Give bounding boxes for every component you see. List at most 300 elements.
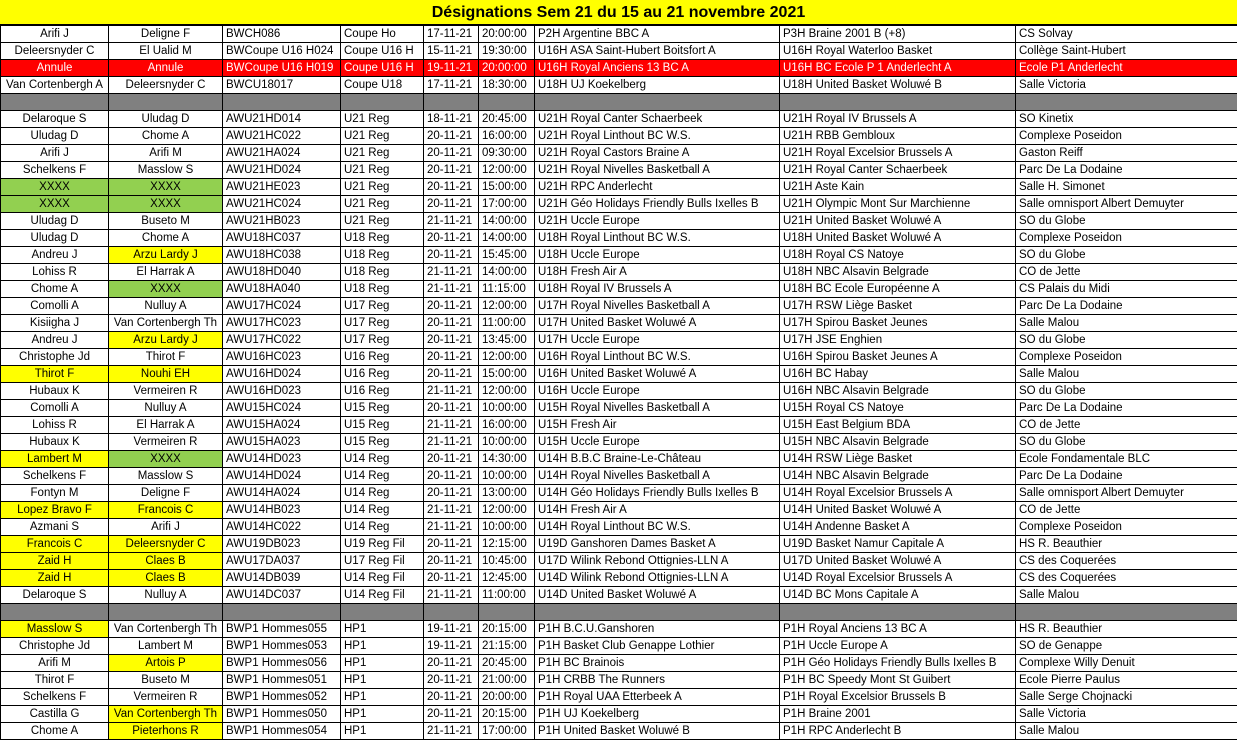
division-cell[interactable]: U14 Reg (341, 451, 424, 468)
venue-cell[interactable]: SO du Globe (1016, 332, 1237, 349)
referee-1-cell[interactable]: Comolli A (1, 298, 109, 315)
match-time-cell[interactable]: 20:45:00 (479, 111, 535, 128)
match-code-cell[interactable] (223, 94, 341, 111)
away-team-cell[interactable]: P1H Géo Holidays Friendly Bulls Ixelles B (780, 655, 1016, 672)
match-time-cell[interactable]: 21:00:00 (479, 672, 535, 689)
venue-cell[interactable]: Ecole Fondamentale BLC (1016, 451, 1237, 468)
venue-cell[interactable]: Salle Victoria (1016, 706, 1237, 723)
away-team-cell[interactable]: U21H Royal Canter Schaerbeek (780, 162, 1016, 179)
match-date-cell[interactable]: 15-11-21 (424, 43, 479, 60)
match-date-cell[interactable]: 21-11-21 (424, 434, 479, 451)
division-cell[interactable]: HP1 (341, 638, 424, 655)
venue-cell[interactable]: Ecole Pierre Paulus (1016, 672, 1237, 689)
division-cell[interactable]: U18 Reg (341, 281, 424, 298)
match-date-cell[interactable]: 19-11-21 (424, 60, 479, 77)
home-team-cell[interactable]: U21H Royal Castors Braine A (535, 145, 780, 162)
referee-2-cell[interactable]: Deligne F (109, 26, 223, 43)
referee-2-cell[interactable]: Claes B (109, 553, 223, 570)
match-code-cell[interactable]: AWU18HD040 (223, 264, 341, 281)
referee-1-cell[interactable]: Zaid H (1, 553, 109, 570)
referee-2-cell[interactable]: Claes B (109, 570, 223, 587)
match-date-cell[interactable]: 20-11-21 (424, 145, 479, 162)
match-time-cell[interactable]: 12:00:00 (479, 349, 535, 366)
venue-cell[interactable]: Complexe Poseidon (1016, 349, 1237, 366)
match-time-cell[interactable]: 11:00:00 (479, 587, 535, 604)
home-team-cell[interactable]: U17D Wilink Rebond Ottignies-LLN A (535, 553, 780, 570)
referee-2-cell[interactable]: Arzu Lardy J (109, 332, 223, 349)
division-cell[interactable]: U14 Reg Fil (341, 587, 424, 604)
referee-2-cell[interactable]: Van Cortenbergh Th (109, 315, 223, 332)
referee-1-cell[interactable]: Delaroque S (1, 587, 109, 604)
match-code-cell[interactable]: BWP1 Hommes051 (223, 672, 341, 689)
match-code-cell[interactable]: AWU17HC022 (223, 332, 341, 349)
referee-2-cell[interactable]: Deligne F (109, 485, 223, 502)
home-team-cell[interactable]: P1H Basket Club Genappe Lothier (535, 638, 780, 655)
match-date-cell[interactable]: 19-11-21 (424, 621, 479, 638)
home-team-cell[interactable]: U16H United Basket Woluwé A (535, 366, 780, 383)
home-team-cell[interactable]: U18H Royal IV Brussels A (535, 281, 780, 298)
home-team-cell[interactable]: U17H United Basket Woluwé A (535, 315, 780, 332)
match-code-cell[interactable]: AWU16HD024 (223, 366, 341, 383)
home-team-cell[interactable] (535, 94, 780, 111)
match-time-cell[interactable]: 10:00:00 (479, 468, 535, 485)
match-time-cell[interactable]: 10:00:00 (479, 434, 535, 451)
venue-cell[interactable]: Salle H. Simonet (1016, 179, 1237, 196)
away-team-cell[interactable]: U14H Royal Excelsior Brussels A (780, 485, 1016, 502)
referee-2-cell[interactable]: Vermeiren R (109, 689, 223, 706)
home-team-cell[interactable]: U18H UJ Koekelberg (535, 77, 780, 94)
match-time-cell[interactable]: 13:45:00 (479, 332, 535, 349)
away-team-cell[interactable]: U18H Royal CS Natoye (780, 247, 1016, 264)
division-cell[interactable]: U21 Reg (341, 111, 424, 128)
away-team-cell[interactable]: U16H Royal Waterloo Basket (780, 43, 1016, 60)
referee-2-cell[interactable]: Buseto M (109, 672, 223, 689)
away-team-cell[interactable]: U21H United Basket Woluwé A (780, 213, 1016, 230)
match-code-cell[interactable]: AWU17HC024 (223, 298, 341, 315)
referee-2-cell[interactable]: Francois C (109, 502, 223, 519)
venue-cell[interactable]: SO du Globe (1016, 383, 1237, 400)
match-date-cell[interactable]: 20-11-21 (424, 485, 479, 502)
referee-1-cell[interactable]: Schelkens F (1, 162, 109, 179)
referee-2-cell[interactable]: Lambert M (109, 638, 223, 655)
away-team-cell[interactable]: U17D United Basket Woluwé A (780, 553, 1016, 570)
home-team-cell[interactable]: U21H Géo Holidays Friendly Bulls Ixelles B (535, 196, 780, 213)
referee-1-cell[interactable]: Masslow S (1, 621, 109, 638)
match-code-cell[interactable]: BWP1 Hommes056 (223, 655, 341, 672)
away-team-cell[interactable]: U16H NBC Alsavin Belgrade (780, 383, 1016, 400)
away-team-cell[interactable]: U18H United Basket Woluwé A (780, 230, 1016, 247)
division-cell[interactable]: U17 Reg (341, 298, 424, 315)
match-date-cell[interactable]: 20-11-21 (424, 366, 479, 383)
referee-1-cell[interactable]: Thirot F (1, 366, 109, 383)
division-cell[interactable]: U15 Reg (341, 417, 424, 434)
match-time-cell[interactable]: 17:00:00 (479, 723, 535, 740)
match-code-cell[interactable]: AWU21HC022 (223, 128, 341, 145)
referee-1-cell[interactable] (1, 94, 109, 111)
home-team-cell[interactable]: U17H Uccle Europe (535, 332, 780, 349)
match-date-cell[interactable]: 17-11-21 (424, 77, 479, 94)
match-code-cell[interactable]: BWCoupe U16 H019 (223, 60, 341, 77)
away-team-cell[interactable]: U18H NBC Alsavin Belgrade (780, 264, 1016, 281)
referee-1-cell[interactable]: Uludag D (1, 128, 109, 145)
referee-1-cell[interactable]: Arifi J (1, 145, 109, 162)
referee-2-cell[interactable]: Deleersnyder C (109, 77, 223, 94)
division-cell[interactable]: U16 Reg (341, 383, 424, 400)
away-team-cell[interactable]: U14H RSW Liège Basket (780, 451, 1016, 468)
match-date-cell[interactable]: 20-11-21 (424, 196, 479, 213)
match-date-cell[interactable]: 20-11-21 (424, 451, 479, 468)
match-code-cell[interactable]: AWU21HC024 (223, 196, 341, 213)
referee-1-cell[interactable]: Comolli A (1, 400, 109, 417)
match-date-cell[interactable]: 20-11-21 (424, 468, 479, 485)
match-date-cell[interactable]: 20-11-21 (424, 315, 479, 332)
home-team-cell[interactable]: U16H Royal Linthout BC W.S. (535, 349, 780, 366)
venue-cell[interactable]: Salle Serge Chojnacki (1016, 689, 1237, 706)
venue-cell[interactable]: SO Kinetix (1016, 111, 1237, 128)
referee-2-cell[interactable]: Thirot F (109, 349, 223, 366)
division-cell[interactable]: U21 Reg (341, 162, 424, 179)
division-cell[interactable]: U19 Reg Fil (341, 536, 424, 553)
match-code-cell[interactable]: AWU14HD024 (223, 468, 341, 485)
referee-1-cell[interactable]: Francois C (1, 536, 109, 553)
referee-1-cell[interactable]: Fontyn M (1, 485, 109, 502)
home-team-cell[interactable]: U19D Ganshoren Dames Basket A (535, 536, 780, 553)
division-cell[interactable]: U15 Reg (341, 434, 424, 451)
division-cell[interactable]: U14 Reg (341, 485, 424, 502)
away-team-cell[interactable]: U17H RSW Liège Basket (780, 298, 1016, 315)
division-cell[interactable]: HP1 (341, 672, 424, 689)
division-cell[interactable]: Coupe U18 (341, 77, 424, 94)
away-team-cell[interactable]: U21H Olympic Mont Sur Marchienne (780, 196, 1016, 213)
match-time-cell[interactable]: 16:00:00 (479, 128, 535, 145)
home-team-cell[interactable]: U14H Royal Linthout BC W.S. (535, 519, 780, 536)
away-team-cell[interactable]: U19D Basket Namur Capitale A (780, 536, 1016, 553)
match-code-cell[interactable]: AWU21HD014 (223, 111, 341, 128)
away-team-cell[interactable]: P1H Braine 2001 (780, 706, 1016, 723)
match-date-cell[interactable]: 21-11-21 (424, 383, 479, 400)
referee-1-cell[interactable]: Thirot F (1, 672, 109, 689)
referee-2-cell[interactable]: Van Cortenbergh Th (109, 621, 223, 638)
match-code-cell[interactable] (223, 604, 341, 621)
venue-cell[interactable] (1016, 94, 1237, 111)
match-time-cell[interactable]: 12:15:00 (479, 536, 535, 553)
match-code-cell[interactable]: AWU14DC037 (223, 587, 341, 604)
division-cell[interactable]: U17 Reg (341, 332, 424, 349)
match-code-cell[interactable]: AWU15HC024 (223, 400, 341, 417)
venue-cell[interactable]: Parc De La Dodaine (1016, 468, 1237, 485)
away-team-cell[interactable]: U21H Royal IV Brussels A (780, 111, 1016, 128)
match-date-cell[interactable]: 20-11-21 (424, 128, 479, 145)
home-team-cell[interactable]: U16H ASA Saint-Hubert Boitsfort A (535, 43, 780, 60)
match-date-cell[interactable]: 21-11-21 (424, 587, 479, 604)
match-time-cell[interactable]: 20:15:00 (479, 706, 535, 723)
match-code-cell[interactable]: AWU21HB023 (223, 213, 341, 230)
venue-cell[interactable]: SO du Globe (1016, 434, 1237, 451)
venue-cell[interactable]: HS R. Beauthier (1016, 536, 1237, 553)
match-code-cell[interactable]: BWP1 Hommes050 (223, 706, 341, 723)
match-date-cell[interactable]: 20-11-21 (424, 298, 479, 315)
home-team-cell[interactable]: U15H Fresh Air (535, 417, 780, 434)
match-date-cell[interactable]: 20-11-21 (424, 179, 479, 196)
venue-cell[interactable]: Parc De La Dodaine (1016, 298, 1237, 315)
away-team-cell[interactable]: U16H BC Habay (780, 366, 1016, 383)
away-team-cell[interactable]: P3H Braine 2001 B (+8) (780, 26, 1016, 43)
venue-cell[interactable]: Salle Malou (1016, 723, 1237, 740)
venue-cell[interactable]: Salle omnisport Albert Demuyter (1016, 485, 1237, 502)
referee-1-cell[interactable]: Kisiigha J (1, 315, 109, 332)
match-time-cell[interactable]: 14:00:00 (479, 213, 535, 230)
division-cell[interactable]: U21 Reg (341, 213, 424, 230)
away-team-cell[interactable]: U14D Royal Excelsior Brussels A (780, 570, 1016, 587)
venue-cell[interactable]: SO du Globe (1016, 213, 1237, 230)
away-team-cell[interactable]: U17H JSE Enghien (780, 332, 1016, 349)
division-cell[interactable]: U21 Reg (341, 145, 424, 162)
match-time-cell[interactable]: 14:00:00 (479, 264, 535, 281)
referee-1-cell[interactable]: Hubaux K (1, 434, 109, 451)
home-team-cell[interactable]: U21H Royal Nivelles Basketball A (535, 162, 780, 179)
referee-1-cell[interactable]: Christophe Jd (1, 638, 109, 655)
division-cell[interactable] (341, 604, 424, 621)
referee-2-cell[interactable]: Masslow S (109, 468, 223, 485)
match-code-cell[interactable]: AWU17DA037 (223, 553, 341, 570)
referee-1-cell[interactable]: Schelkens F (1, 468, 109, 485)
match-date-cell[interactable]: 20-11-21 (424, 247, 479, 264)
match-time-cell[interactable]: 21:15:00 (479, 638, 535, 655)
away-team-cell[interactable]: U14H NBC Alsavin Belgrade (780, 468, 1016, 485)
match-date-cell[interactable]: 20-11-21 (424, 230, 479, 247)
match-date-cell[interactable] (424, 94, 479, 111)
match-code-cell[interactable]: AWU14HD023 (223, 451, 341, 468)
match-time-cell[interactable]: 18:30:00 (479, 77, 535, 94)
venue-cell[interactable]: CS des Coquerées (1016, 553, 1237, 570)
match-time-cell[interactable]: 14:00:00 (479, 230, 535, 247)
match-time-cell[interactable]: 12:45:00 (479, 570, 535, 587)
home-team-cell[interactable]: U14D Wilink Rebond Ottignies-LLN A (535, 570, 780, 587)
away-team-cell[interactable]: P1H BC Speedy Mont St Guibert (780, 672, 1016, 689)
division-cell[interactable]: Coupe U16 H (341, 43, 424, 60)
match-code-cell[interactable]: BWP1 Hommes052 (223, 689, 341, 706)
match-time-cell[interactable]: 16:00:00 (479, 417, 535, 434)
match-time-cell[interactable] (479, 94, 535, 111)
venue-cell[interactable]: CS Palais du Midi (1016, 281, 1237, 298)
match-code-cell[interactable]: AWU21HA024 (223, 145, 341, 162)
match-code-cell[interactable]: AWU15HA024 (223, 417, 341, 434)
referee-1-cell[interactable]: Castilla G (1, 706, 109, 723)
match-date-cell[interactable]: 20-11-21 (424, 349, 479, 366)
referee-1-cell[interactable]: Annule (1, 60, 109, 77)
match-date-cell[interactable]: 21-11-21 (424, 519, 479, 536)
referee-2-cell[interactable]: Van Cortenbergh Th (109, 706, 223, 723)
division-cell[interactable]: U14 Reg (341, 468, 424, 485)
match-code-cell[interactable]: AWU19DB023 (223, 536, 341, 553)
away-team-cell[interactable] (780, 94, 1016, 111)
referee-2-cell[interactable]: Nulluy A (109, 298, 223, 315)
venue-cell[interactable]: Parc De La Dodaine (1016, 400, 1237, 417)
referee-1-cell[interactable]: Uludag D (1, 213, 109, 230)
match-date-cell[interactable]: 20-11-21 (424, 536, 479, 553)
match-time-cell[interactable]: 20:15:00 (479, 621, 535, 638)
division-cell[interactable]: U21 Reg (341, 128, 424, 145)
referee-2-cell[interactable]: El Harrak A (109, 264, 223, 281)
referee-1-cell[interactable]: Hubaux K (1, 383, 109, 400)
venue-cell[interactable]: CS des Coquerées (1016, 570, 1237, 587)
referee-1-cell[interactable]: Arifi M (1, 655, 109, 672)
match-date-cell[interactable] (424, 604, 479, 621)
away-team-cell[interactable]: U21H Royal Excelsior Brussels A (780, 145, 1016, 162)
away-team-cell[interactable]: U18H BC Ecole Européenne A (780, 281, 1016, 298)
home-team-cell[interactable]: U15H Royal Nivelles Basketball A (535, 400, 780, 417)
match-date-cell[interactable]: 20-11-21 (424, 706, 479, 723)
division-cell[interactable]: U15 Reg (341, 400, 424, 417)
match-code-cell[interactable]: BWP1 Hommes053 (223, 638, 341, 655)
match-code-cell[interactable]: AWU17HC023 (223, 315, 341, 332)
referee-2-cell[interactable]: Artois P (109, 655, 223, 672)
match-time-cell[interactable]: 12:00:00 (479, 162, 535, 179)
venue-cell[interactable]: Salle Malou (1016, 315, 1237, 332)
referee-2-cell[interactable]: El Ualid M (109, 43, 223, 60)
referee-1-cell[interactable]: XXXX (1, 179, 109, 196)
home-team-cell[interactable]: P2H Argentine BBC A (535, 26, 780, 43)
home-team-cell[interactable]: U21H Royal Canter Schaerbeek (535, 111, 780, 128)
division-cell[interactable]: U18 Reg (341, 230, 424, 247)
division-cell[interactable]: U16 Reg (341, 349, 424, 366)
match-time-cell[interactable]: 11:15:00 (479, 281, 535, 298)
match-date-cell[interactable]: 20-11-21 (424, 655, 479, 672)
referee-1-cell[interactable]: Deleersnyder C (1, 43, 109, 60)
referee-2-cell[interactable]: Arzu Lardy J (109, 247, 223, 264)
venue-cell[interactable]: CO de Jette (1016, 264, 1237, 281)
referee-1-cell[interactable]: Arifi J (1, 26, 109, 43)
match-time-cell[interactable] (479, 604, 535, 621)
home-team-cell[interactable]: U14H Géo Holidays Friendly Bulls Ixelles B (535, 485, 780, 502)
away-team-cell[interactable]: P1H Royal Anciens 13 BC A (780, 621, 1016, 638)
referee-2-cell[interactable]: Pieterhons R (109, 723, 223, 740)
referee-2-cell[interactable]: Buseto M (109, 213, 223, 230)
referee-1-cell[interactable] (1, 604, 109, 621)
referee-2-cell[interactable]: Masslow S (109, 162, 223, 179)
division-cell[interactable]: U18 Reg (341, 264, 424, 281)
venue-cell[interactable]: CO de Jette (1016, 417, 1237, 434)
referee-1-cell[interactable]: Delaroque S (1, 111, 109, 128)
match-date-cell[interactable]: 20-11-21 (424, 553, 479, 570)
match-time-cell[interactable]: 14:30:00 (479, 451, 535, 468)
venue-cell[interactable]: Ecole P1 Anderlecht (1016, 60, 1237, 77)
division-cell[interactable] (341, 94, 424, 111)
match-code-cell[interactable]: AWU18HC038 (223, 247, 341, 264)
referee-1-cell[interactable]: Lohiss R (1, 417, 109, 434)
away-team-cell[interactable]: U16H Spirou Basket Jeunes A (780, 349, 1016, 366)
referee-2-cell[interactable]: XXXX (109, 179, 223, 196)
match-time-cell[interactable]: 12:00:00 (479, 502, 535, 519)
home-team-cell[interactable]: U16H Royal Anciens 13 BC A (535, 60, 780, 77)
home-team-cell[interactable] (535, 604, 780, 621)
away-team-cell[interactable]: U15H East Belgium BDA (780, 417, 1016, 434)
referee-2-cell[interactable]: Nulluy A (109, 400, 223, 417)
match-code-cell[interactable]: AWU15HA023 (223, 434, 341, 451)
home-team-cell[interactable]: P1H CRBB The Runners (535, 672, 780, 689)
match-code-cell[interactable]: AWU18HA040 (223, 281, 341, 298)
home-team-cell[interactable]: U14D United Basket Woluwé A (535, 587, 780, 604)
away-team-cell[interactable]: P1H RPC Anderlecht B (780, 723, 1016, 740)
referee-2-cell[interactable]: Chome A (109, 128, 223, 145)
venue-cell[interactable]: Complexe Poseidon (1016, 519, 1237, 536)
division-cell[interactable]: U17 Reg Fil (341, 553, 424, 570)
match-date-cell[interactable]: 21-11-21 (424, 213, 479, 230)
referee-1-cell[interactable]: Zaid H (1, 570, 109, 587)
division-cell[interactable]: Coupe Ho (341, 26, 424, 43)
referee-2-cell[interactable] (109, 604, 223, 621)
referee-1-cell[interactable]: Schelkens F (1, 689, 109, 706)
division-cell[interactable]: HP1 (341, 706, 424, 723)
venue-cell[interactable]: Complexe Willy Denuit (1016, 655, 1237, 672)
match-code-cell[interactable]: AWU18HC037 (223, 230, 341, 247)
home-team-cell[interactable]: U18H Uccle Europe (535, 247, 780, 264)
venue-cell[interactable] (1016, 604, 1237, 621)
away-team-cell[interactable]: U14H United Basket Woluwé A (780, 502, 1016, 519)
home-team-cell[interactable]: U21H Royal Linthout BC W.S. (535, 128, 780, 145)
venue-cell[interactable]: Salle omnisport Albert Demuyter (1016, 196, 1237, 213)
home-team-cell[interactable]: P1H BC Brainois (535, 655, 780, 672)
match-code-cell[interactable]: BWCoupe U16 H024 (223, 43, 341, 60)
referee-2-cell[interactable]: Vermeiren R (109, 434, 223, 451)
match-time-cell[interactable]: 12:00:00 (479, 298, 535, 315)
division-cell[interactable]: U14 Reg Fil (341, 570, 424, 587)
match-time-cell[interactable]: 15:45:00 (479, 247, 535, 264)
referee-1-cell[interactable]: Chome A (1, 723, 109, 740)
match-code-cell[interactable]: AWU16HD023 (223, 383, 341, 400)
match-date-cell[interactable]: 20-11-21 (424, 332, 479, 349)
home-team-cell[interactable]: U14H Fresh Air A (535, 502, 780, 519)
division-cell[interactable]: HP1 (341, 655, 424, 672)
match-time-cell[interactable]: 15:00:00 (479, 366, 535, 383)
referee-2-cell[interactable]: XXXX (109, 281, 223, 298)
match-date-cell[interactable]: 21-11-21 (424, 281, 479, 298)
match-date-cell[interactable]: 20-11-21 (424, 400, 479, 417)
home-team-cell[interactable]: P1H United Basket Woluwé B (535, 723, 780, 740)
division-cell[interactable]: U14 Reg (341, 502, 424, 519)
venue-cell[interactable]: Gaston Reiff (1016, 145, 1237, 162)
home-team-cell[interactable]: U18H Fresh Air A (535, 264, 780, 281)
match-code-cell[interactable]: AWU14HA024 (223, 485, 341, 502)
venue-cell[interactable]: SO de Genappe (1016, 638, 1237, 655)
away-team-cell[interactable]: U14D BC Mons Capitale A (780, 587, 1016, 604)
match-time-cell[interactable]: 12:00:00 (479, 383, 535, 400)
match-time-cell[interactable]: 13:00:00 (479, 485, 535, 502)
match-code-cell[interactable]: AWU16HC023 (223, 349, 341, 366)
referee-2-cell[interactable]: Nouhi EH (109, 366, 223, 383)
away-team-cell[interactable]: P1H Uccle Europe A (780, 638, 1016, 655)
referee-2-cell[interactable]: Arifi M (109, 145, 223, 162)
away-team-cell[interactable]: U21H Aste Kain (780, 179, 1016, 196)
match-code-cell[interactable]: AWU14HC022 (223, 519, 341, 536)
match-time-cell[interactable]: 20:00:00 (479, 689, 535, 706)
home-team-cell[interactable]: U14H Royal Nivelles Basketball A (535, 468, 780, 485)
away-team-cell[interactable]: U14H Andenne Basket A (780, 519, 1016, 536)
match-date-cell[interactable]: 21-11-21 (424, 264, 479, 281)
match-time-cell[interactable]: 20:00:00 (479, 60, 535, 77)
match-code-cell[interactable]: BWP1 Hommes055 (223, 621, 341, 638)
match-time-cell[interactable]: 10:00:00 (479, 519, 535, 536)
referee-1-cell[interactable]: Andreu J (1, 247, 109, 264)
referee-2-cell[interactable]: Nulluy A (109, 587, 223, 604)
division-cell[interactable]: U21 Reg (341, 196, 424, 213)
venue-cell[interactable]: Complexe Poseidon (1016, 128, 1237, 145)
match-time-cell[interactable]: 11:00:00 (479, 315, 535, 332)
match-date-cell[interactable]: 20-11-21 (424, 672, 479, 689)
venue-cell[interactable]: Complexe Poseidon (1016, 230, 1237, 247)
match-time-cell[interactable]: 20:00:00 (479, 26, 535, 43)
match-code-cell[interactable]: AWU14DB039 (223, 570, 341, 587)
